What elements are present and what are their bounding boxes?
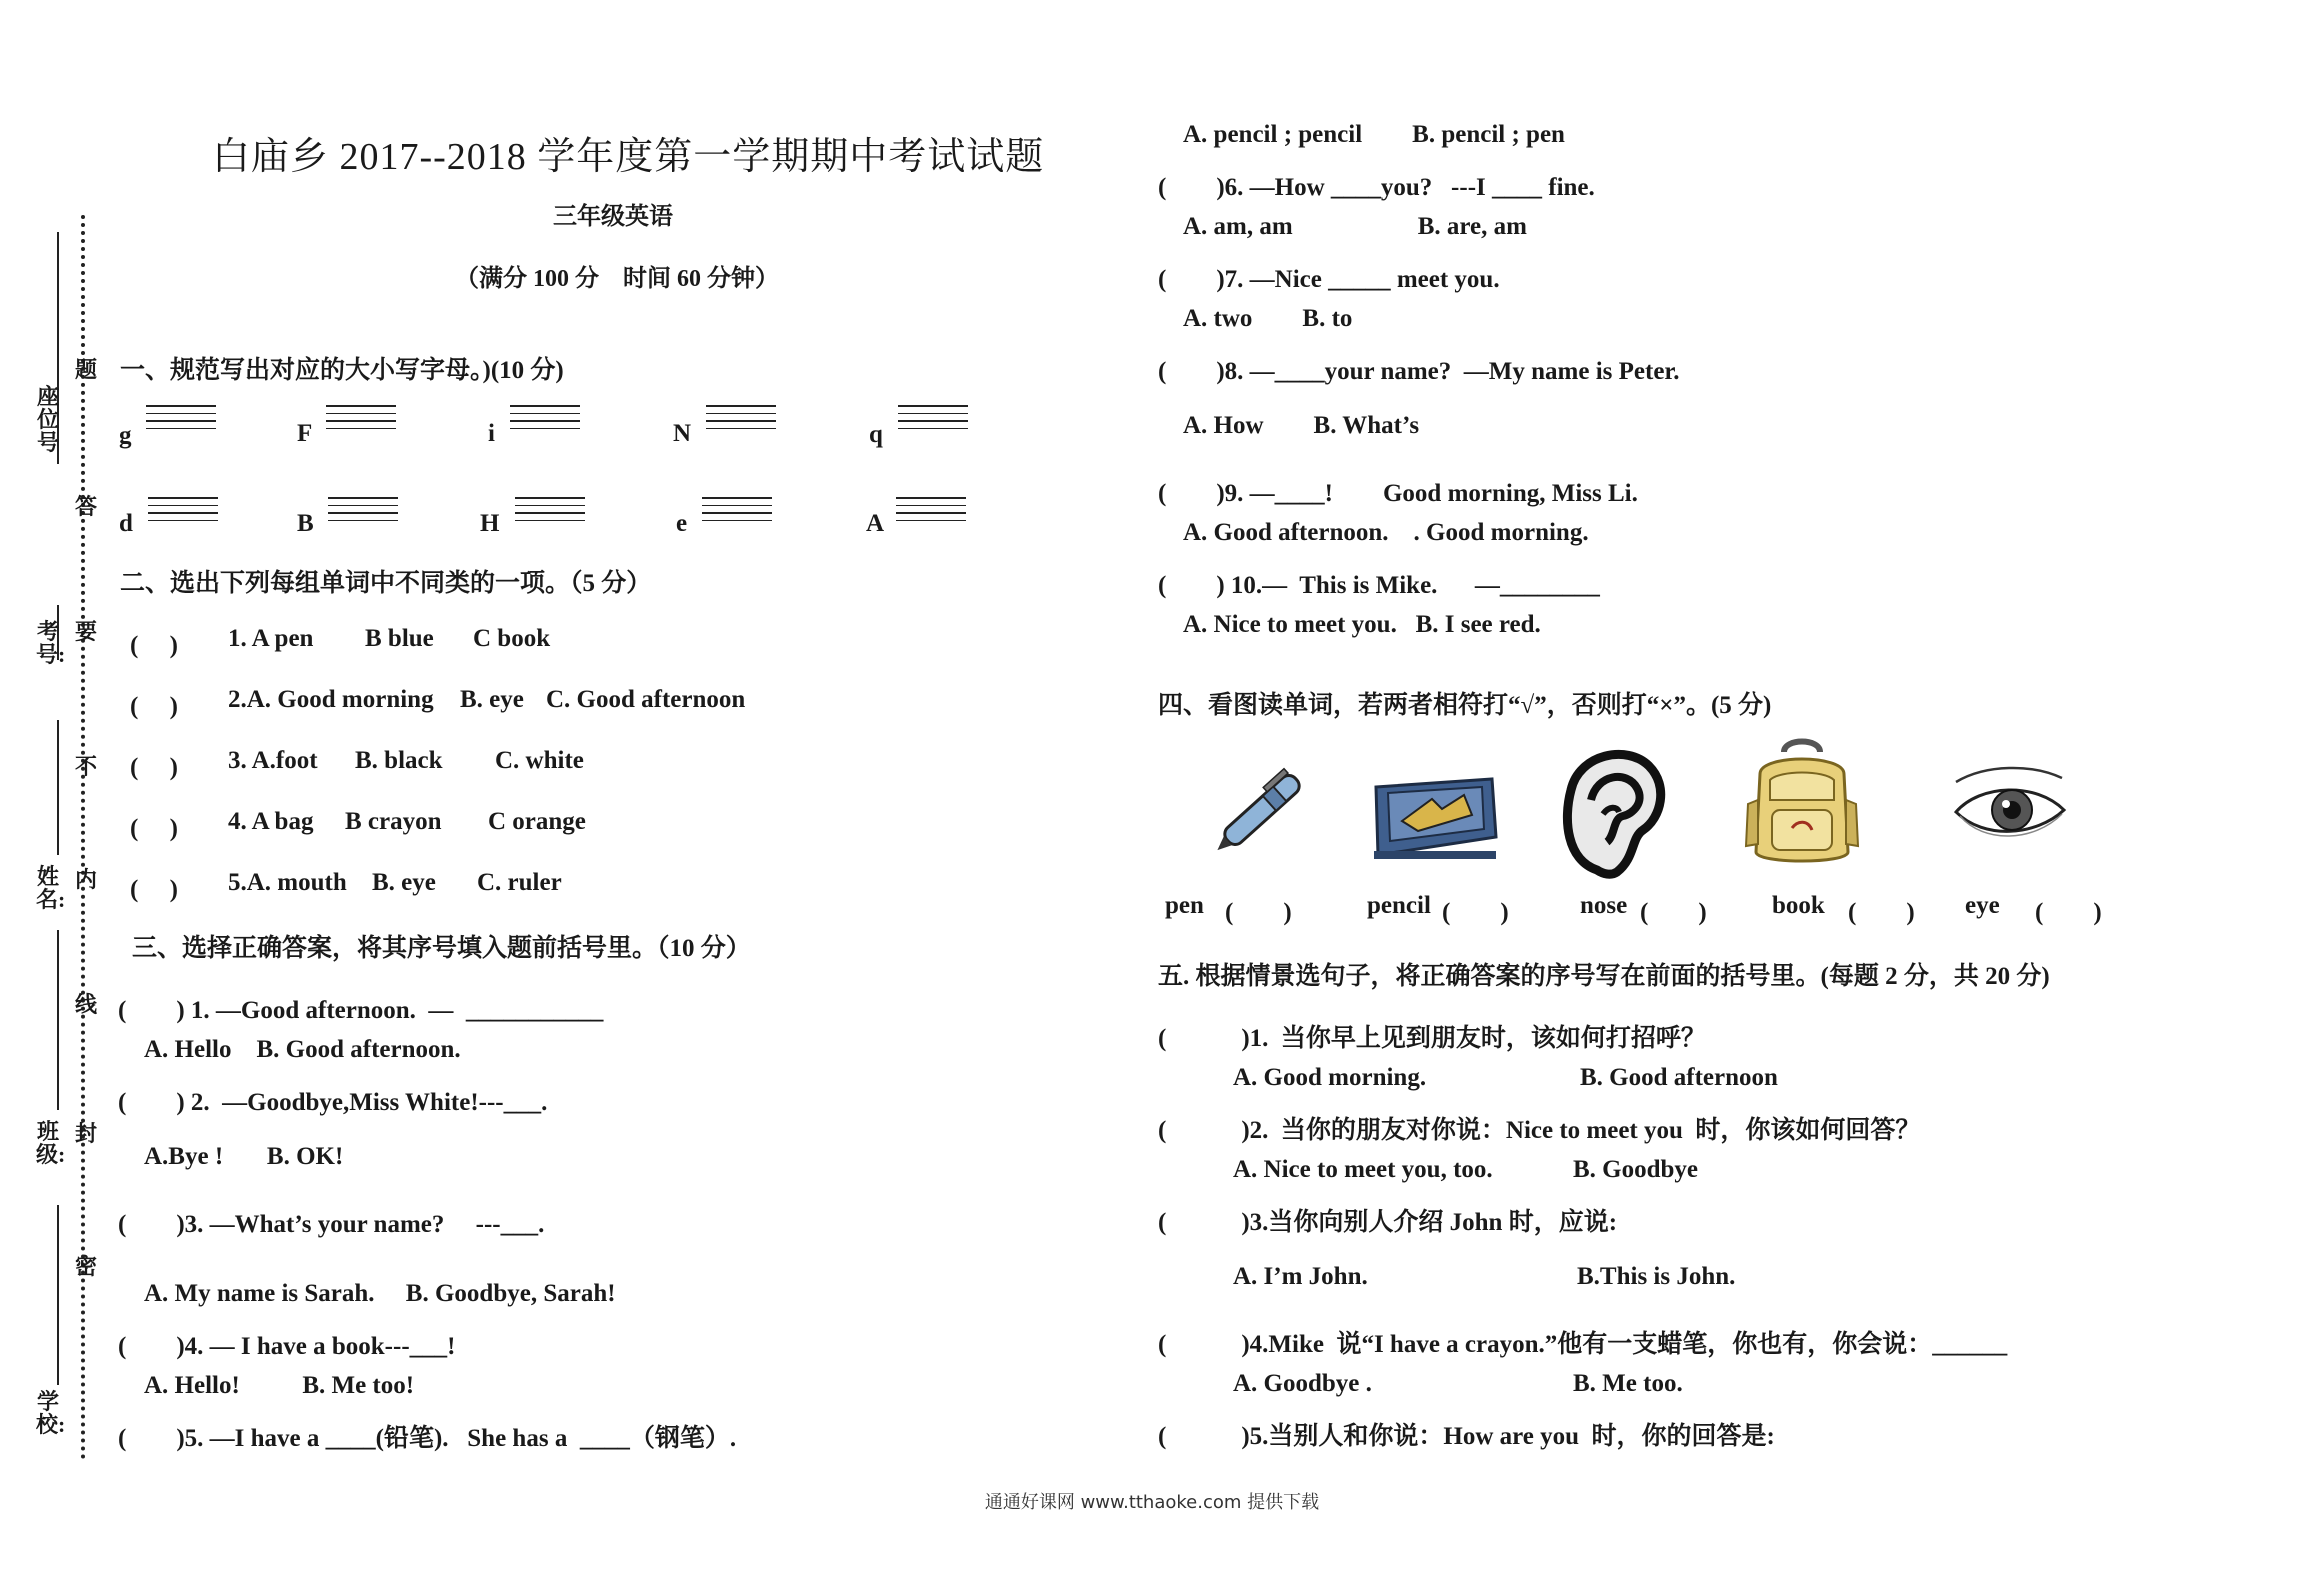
- answer-bracket[interactable]: ( ): [1848, 899, 1915, 926]
- question-3: ( )3. —What’s your name? ---___.: [118, 1211, 545, 1238]
- scenario-3-option-a: A. I’m John.: [1233, 1263, 1368, 1290]
- scenario-2-option-b: B. Goodbye: [1573, 1156, 1699, 1183]
- section-3-heading: 三、选择正确答案，将其序号填入题前括号里。（10 分）: [132, 935, 751, 962]
- section-2-heading: 二、选出下列每组单词中不同类的一项。（5 分）: [120, 570, 652, 597]
- section-5-heading: 五. 根据情景选句子，将正确答案的序号写在前面的括号里。(每题 2 分，共 20 分): [1158, 963, 2050, 990]
- writing-lines[interactable]: [702, 497, 772, 527]
- letter-prompt: A: [866, 510, 885, 537]
- option-b: B. eye: [372, 869, 436, 896]
- option-b: B blue: [365, 625, 434, 652]
- picture-word: pen: [1165, 892, 1204, 919]
- answer-bracket[interactable]: ( ): [1442, 899, 1509, 926]
- question-10: ( ) 10.— This is Mike. —________: [1158, 572, 1600, 599]
- binding-rule: [57, 1205, 59, 1385]
- question-10-options: A. Nice to meet you. B. I see red.: [1183, 611, 1541, 638]
- question-9-options: A. Good afternoon. . Good morning.: [1183, 519, 1589, 546]
- option-a: 4. A bag: [228, 808, 314, 835]
- picture-word: pencil: [1367, 892, 1431, 919]
- option-b: B. black: [355, 747, 443, 774]
- scenario-2-option-a: A. Nice to meet you, too.: [1233, 1156, 1493, 1183]
- writing-lines[interactable]: [706, 405, 776, 435]
- letter-prompt: F: [297, 420, 313, 447]
- writing-lines[interactable]: [146, 405, 216, 435]
- question-9: ( )9. —____! Good morning, Miss Li.: [1158, 480, 1638, 507]
- scenario-3-option-b: B.This is John.: [1577, 1263, 1736, 1290]
- backpack-picture: [1740, 734, 1864, 874]
- section-1-heading: 一、规范写出对应的大小写字母。)(10 分): [120, 357, 564, 384]
- seal-char: 线: [74, 992, 97, 1017]
- scenario-1-option-b: B. Good afternoon: [1580, 1064, 1778, 1091]
- school-label: 学校:: [36, 1389, 66, 1437]
- question-4-options: A. Hello! B. Me too!: [144, 1372, 415, 1399]
- option-b: B. eye: [460, 686, 524, 713]
- picture-word: nose: [1580, 892, 1628, 919]
- seal-char: 答: [74, 494, 97, 519]
- letter-prompt: N: [673, 420, 692, 447]
- answer-bracket[interactable]: ( ): [130, 693, 178, 720]
- letter-prompt: d: [119, 510, 133, 537]
- question-6-options: A. am, am B. are, am: [1183, 213, 1527, 240]
- exam-title: 白庙乡 2017--2018 学年度第一学期期中考试试题: [212, 136, 1045, 178]
- writing-lines[interactable]: [328, 497, 398, 527]
- writing-lines[interactable]: [898, 405, 968, 435]
- answer-bracket[interactable]: ( ): [1640, 899, 1707, 926]
- option-c: C book: [473, 625, 551, 652]
- picture-word: book: [1772, 892, 1825, 919]
- letter-prompt: H: [480, 510, 500, 537]
- name-label: 姓名:: [36, 864, 66, 912]
- binding-rule: [57, 930, 59, 1110]
- option-c: C. white: [495, 747, 584, 774]
- seal-char: 不: [74, 754, 97, 779]
- writing-lines[interactable]: [896, 497, 966, 527]
- scenario-1-option-a: A. Good morning.: [1233, 1064, 1427, 1091]
- answer-bracket[interactable]: ( ): [130, 876, 178, 903]
- option-a: 2.A. Good morning: [228, 686, 434, 713]
- letter-prompt: e: [676, 510, 688, 537]
- option-a: 3. A.foot: [228, 747, 318, 774]
- letter-prompt: q: [869, 421, 883, 448]
- question-8: ( )8. —____your name? —My name is Peter.: [1158, 358, 1680, 385]
- answer-bracket[interactable]: ( ): [130, 815, 178, 842]
- question-5-options: A. pencil ; pencil B. pencil ; pen: [1183, 121, 1565, 148]
- question-7-options: A. two B. to: [1183, 305, 1353, 332]
- scenario-question-3: ( )3.当你向别人介绍 John 时，应说:: [1158, 1209, 1618, 1236]
- answer-bracket[interactable]: ( ): [1225, 899, 1292, 926]
- answer-bracket[interactable]: ( ): [130, 632, 178, 659]
- seal-char: 内: [74, 867, 97, 892]
- question-1-options: A. Hello B. Good afternoon.: [144, 1036, 461, 1063]
- option-a: 1. A pen: [228, 625, 314, 652]
- question-2-options: A.Bye ! B. OK!: [144, 1143, 344, 1170]
- question-3-options: A. My name is Sarah. B. Goodbye, Sarah!: [144, 1280, 616, 1307]
- question-8-options: A. How B. What’s: [1183, 412, 1420, 439]
- section-4-heading: 四、看图读单词，若两者相符打“√”，否则打“×”。(5 分): [1158, 692, 1772, 719]
- answer-bracket[interactable]: ( ): [2035, 899, 2102, 926]
- binding-rule: [57, 720, 59, 855]
- answer-bracket[interactable]: ( ): [130, 754, 178, 781]
- seal-char: 封: [74, 1121, 97, 1146]
- option-c: C. Good afternoon: [546, 686, 746, 713]
- writing-lines[interactable]: [510, 405, 580, 435]
- question-5: ( )5. —I have a ____(铅笔). She has a ____（钢笔）.: [118, 1425, 737, 1452]
- writing-lines[interactable]: [326, 405, 396, 435]
- option-c: C orange: [488, 808, 586, 835]
- scenario-question-2: ( )2. 当你的朋友对你说：Nice to meet you 时，你该如何回答？: [1158, 1117, 1921, 1144]
- writing-lines[interactable]: [515, 497, 585, 527]
- scenario-question-4: ( )4.Mike 说“I have a crayon.”他有一支蜡笔，你也有，你会说：______: [1158, 1331, 2008, 1358]
- scenario-4-option-b: B. Me too.: [1573, 1370, 1683, 1397]
- pen-picture: [1208, 760, 1316, 860]
- letter-prompt: B: [297, 510, 314, 537]
- scenario-4-option-a: A. Goodbye .: [1233, 1370, 1372, 1397]
- question-1: ( ) 1. —Good afternoon. — ___________: [118, 997, 604, 1024]
- option-b: B crayon: [345, 808, 442, 835]
- letter-prompt: g: [119, 422, 132, 449]
- picture-word: eye: [1965, 892, 2000, 919]
- question-7: ( )7. —Nice _____ meet you.: [1158, 266, 1500, 293]
- seal-char: 要: [74, 619, 97, 644]
- exam-subject: 三年级英语: [553, 204, 673, 230]
- option-c: C. ruler: [477, 869, 562, 896]
- exam-number-label: 考号:: [36, 619, 66, 667]
- seal-char: 密: [74, 1254, 97, 1279]
- letter-prompt: i: [488, 420, 495, 447]
- writing-lines[interactable]: [148, 497, 218, 527]
- eye-picture: [1950, 760, 2070, 860]
- question-2: ( ) 2. —Goodbye,Miss White!---___.: [118, 1089, 548, 1116]
- scenario-question-1: ( )1. 当你早上见到朋友时，该如何打招呼？: [1158, 1025, 1706, 1052]
- scenario-question-5: ( )5.当别人和你说：How are you 时，你的回答是:: [1158, 1423, 1775, 1450]
- footer-credit: 通通好课网 www.tthaoke.com 提供下载: [984, 1492, 1320, 1513]
- question-6: ( )6. —How ____you? ---I ____ fine.: [1158, 174, 1595, 201]
- ear-picture: [1557, 740, 1670, 884]
- pencil-case-picture: [1368, 765, 1500, 865]
- option-a: 5.A. mouth: [228, 869, 347, 896]
- question-4: ( )4. — I have a book---___!: [118, 1333, 456, 1360]
- exam-scoring: （满分 100 分 时间 60 分钟）: [455, 266, 779, 292]
- seat-number-label: 座位号: [36, 384, 59, 455]
- class-label: 班级:: [36, 1119, 66, 1167]
- seal-char: 题: [74, 357, 97, 382]
